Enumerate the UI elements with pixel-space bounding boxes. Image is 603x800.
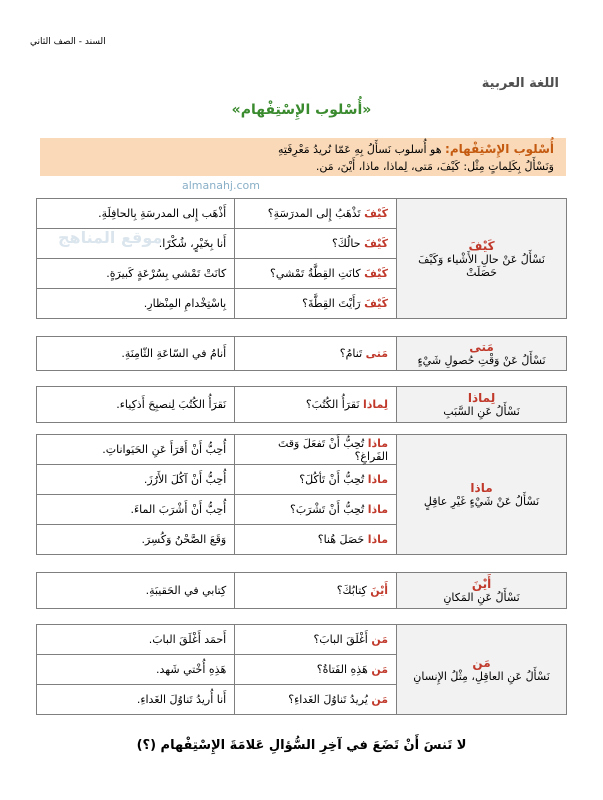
question-text: أَغْلَقَ البابَ؟ (313, 633, 368, 646)
answer-cell: بِاسْتِخْدامِ المِنْظارِ. (37, 289, 235, 319)
section-table-kayfa (36, 198, 567, 319)
question-cell (235, 289, 397, 319)
question-word: مَن (371, 663, 389, 676)
question-word: كَيْفَ (364, 237, 389, 250)
watermark-url: almanahj.com (182, 179, 260, 192)
question-text: حَصَلَ هُنا؟ (317, 533, 365, 546)
question-cell (235, 337, 397, 371)
answer-cell: أَنا أُريدُ تَناوُلَ الغَداءِ. (37, 685, 235, 715)
question-text: نَقرَأُ الكُتُبَ؟ (305, 398, 360, 411)
tool-cell (397, 435, 567, 555)
question-word: مَن (371, 633, 389, 646)
tool-cell (397, 199, 567, 319)
tool-cell (397, 573, 567, 609)
question-word: كَيْفَ (364, 207, 389, 220)
question-cell (235, 435, 397, 465)
section-table-mata (36, 336, 567, 371)
question-text: تَذْهَبُ إِلى المدرَسَةِ؟ (267, 207, 361, 220)
tool-description: نَسْأَلُ عَنْ حالِ الأَشْياء وَكَيْفَ حَصَلَتْ (418, 252, 545, 279)
question-text: تَنامُ؟ (339, 347, 363, 360)
definition-line-1 (52, 141, 554, 158)
closing-note: لا تَنسَ أَنْ تَضَعَ في آخِرِ السُّؤالِ عَلامَةَ الإِسْتِفْهام (؟) (136, 738, 467, 753)
answer-cell: نَقرَأُ الكُتُبَ لِنصبِحَ أَذكِياء. (37, 387, 235, 423)
tool-description: نَسْأَلُ عَنِ السَّبَبِ (443, 405, 520, 418)
answer-cell: كانَتْ تَمْشي بِسُرْعَةٍ كَبيرَةٍ. (37, 259, 235, 289)
tool-name: لِماذا (467, 391, 496, 405)
subject-title: اللغة العربية (481, 76, 559, 91)
question-word: كَيْفَ (364, 297, 389, 310)
question-cell (235, 229, 397, 259)
question-text: هَذِهِ الفَتاةُ؟ (316, 663, 368, 676)
question-cell (235, 573, 397, 609)
question-text: تُحِبُّ أَنْ تَشْرَبَ؟ (289, 503, 365, 516)
tool-description: نَسْأَلُ عَنِ العاقِلِ، مِثْلُ الإِنسانِ (413, 670, 550, 683)
grade-label: السند - الصف الثاني (30, 37, 106, 47)
tool-name: كَيْفَ (468, 238, 495, 253)
tool-cell (397, 387, 567, 423)
question-text: حالُكَ؟ (331, 237, 361, 250)
tool-description: نَسْأَلُ عَنْ شَيْءٍ غَيْرِ عاقِلٍ (423, 495, 540, 508)
tool-description: نَسْأَلُ عَنْ وَقْتِ حُصولِ شَيْءٍ (417, 354, 546, 367)
lesson-title: «أُسْلوب الإِسْتِفْهام» (231, 102, 372, 118)
section-table-ayna (36, 572, 567, 609)
question-cell (235, 625, 397, 655)
definition-line-2: وَنَسْأَلُ بِكَلِماتٍ مِثْل: كَيْفَ، مَتى، لِماذا، ماذا، أَيْنَ، مَن. (315, 160, 554, 173)
tool-cell (397, 625, 567, 715)
question-word: ماذا (367, 473, 389, 486)
definition-box (40, 138, 566, 176)
question-cell (235, 685, 397, 715)
tool-description: نَسْأَلُ عَنِ المَكانِ (443, 591, 520, 604)
question-text: تُحِبُّ أَنْ تَفعَلَ وَقتَ الفَراغِ؟ (277, 436, 389, 463)
question-word: ماذا (367, 533, 389, 546)
answer-cell: كِتابي في الحَقيبَةِ. (37, 573, 235, 609)
question-cell (235, 525, 397, 555)
question-cell (235, 655, 397, 685)
question-cell (235, 259, 397, 289)
question-word: ماذا (367, 436, 389, 450)
section-table-man (36, 624, 567, 715)
question-word: لِماذا (363, 398, 389, 411)
answer-cell: أَنامُ في السّاعَةِ الثّامِنَةِ. (37, 337, 235, 371)
question-text: كِتابُكَ؟ (336, 584, 367, 597)
tool-cell (397, 337, 567, 371)
question-cell (235, 495, 397, 525)
answer-cell: أَنا بِخَيْرٍ، شُكْرًا. (37, 229, 235, 259)
question-cell (235, 387, 397, 423)
question-text: تُحِبُّ أَنْ تَأكُلَ؟ (299, 473, 365, 486)
question-text: يُريدُ تَناوُلَ الغَداءِ؟ (288, 693, 368, 706)
definition-term: أُسْلوب الإِسْتِفْهام: (445, 142, 554, 156)
question-word: مَن (371, 693, 389, 706)
tool-name: ماذا (470, 481, 493, 495)
answer-cell: هَذِهِ أُخْتي شَهد. (37, 655, 235, 685)
tool-name: مَتى (469, 340, 494, 354)
answer-cell: أَحمَد أَغْلَقَ البابَ. (37, 625, 235, 655)
answer-cell: أُحِبُّ أَنْ أَقرَأَ عَنِ الحَيَواناتِ. (37, 435, 235, 465)
question-word: مَتى (365, 347, 389, 360)
question-text: كانَتِ القِطَّةُ تَمْشي؟ (270, 267, 361, 280)
question-cell (235, 199, 397, 229)
answer-cell: وَقَعَ الصَّحْنُ وَكُسِرَ. (37, 525, 235, 555)
tool-name: أَيْنَ (471, 577, 492, 591)
question-word: كَيْفَ (364, 267, 389, 280)
section-table-limadha (36, 386, 567, 423)
watermark-logo-text: موقع المناهج (58, 228, 163, 247)
question-cell (235, 465, 397, 495)
question-text: رَأَيْتَ القِطَّةَ؟ (302, 297, 361, 310)
answer-cell: أَذْهَب إِلى المدرسَةِ بِالحافِلَةِ. (37, 199, 235, 229)
question-word: أَيْنَ (370, 584, 389, 597)
section-table-madha (36, 434, 567, 555)
answer-cell: أُحِبُّ أَنْ آكُلَ الأَرُزَ. (37, 465, 235, 495)
question-word: ماذا (367, 503, 389, 516)
definition-text: هو أُسلوب نَسأَلُ بِهِ عَمّا نُريدُ مَعْرِفَتِهِ (277, 143, 442, 156)
answer-cell: أُحِبُّ أَنْ أَشْرَبَ الماءَ. (37, 495, 235, 525)
tool-name: مَن (472, 656, 491, 670)
